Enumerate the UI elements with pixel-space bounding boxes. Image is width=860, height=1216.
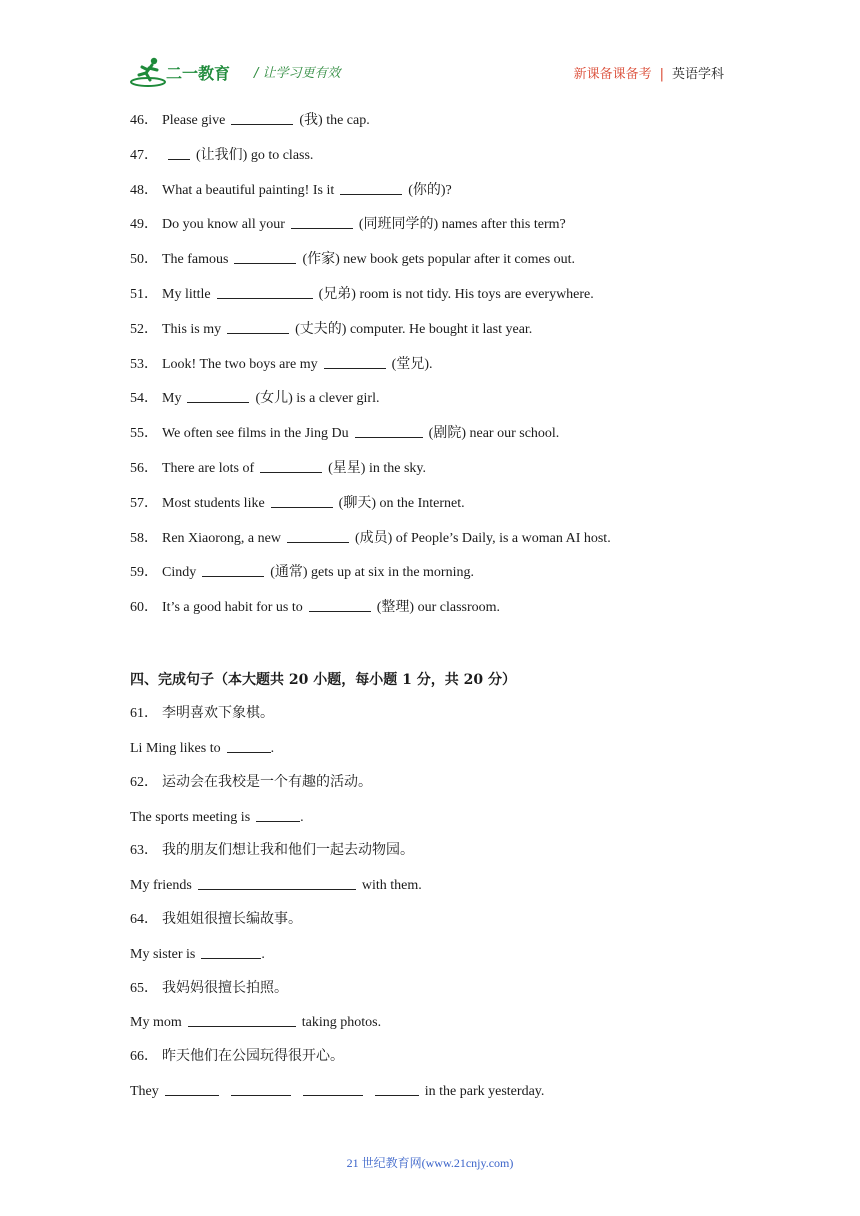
- question-text-before: We often see films in the Jing Du: [162, 426, 349, 442]
- logo-text: 二一教育: [166, 64, 231, 83]
- answer-blank[interactable]: [231, 1081, 291, 1096]
- question-number: 59．: [130, 565, 158, 581]
- question-item: [130, 458, 750, 479]
- question-number: 50．: [130, 252, 158, 268]
- english-text-before: My sister is: [130, 946, 196, 962]
- question-item: [130, 423, 750, 444]
- question-number: 49．: [130, 217, 158, 233]
- question-item: [130, 562, 750, 583]
- question-text-before: Look! The two boys are my: [162, 356, 318, 372]
- question-text-before: My little: [162, 286, 211, 302]
- question-item: [130, 354, 750, 375]
- answer-blank[interactable]: [217, 284, 313, 299]
- answer-blank[interactable]: [227, 319, 289, 334]
- question-text-before: The famous: [162, 252, 229, 268]
- chinese-sentence: 昨天他们在公园玩得很开心。: [162, 1049, 344, 1065]
- answer-blank[interactable]: [231, 110, 293, 125]
- worksheet-content: [130, 110, 750, 1116]
- header-subject-label: 英语学科: [671, 67, 724, 82]
- answer-blank[interactable]: [324, 354, 386, 369]
- page-header: [130, 56, 730, 90]
- question-number: 61．: [130, 706, 158, 722]
- question-number: 58．: [130, 530, 158, 546]
- answer-blank[interactable]: [303, 1081, 363, 1096]
- english-text-after: with them.: [361, 878, 422, 894]
- question-text-after: (你的)?: [408, 182, 452, 198]
- answer-blank[interactable]: [168, 145, 190, 160]
- question-number: 51．: [130, 286, 158, 302]
- question-text-after: (作家) new book gets popular after it comes out.: [302, 252, 576, 268]
- chinese-sentence: 我姐姐很擅长编故事。: [162, 911, 302, 927]
- answer-blank[interactable]: [287, 528, 349, 543]
- question-text-after: (同班同学的) names after this term?: [358, 217, 566, 233]
- question-number: 56．: [130, 460, 158, 476]
- question-text-before: My: [162, 391, 182, 407]
- header-course-label: 新课备课备考: [573, 67, 652, 82]
- answer-blank[interactable]: [375, 1081, 419, 1096]
- question-text-before: There are lots of: [162, 460, 255, 476]
- answer-blank[interactable]: [260, 458, 322, 473]
- answer-blank[interactable]: [271, 493, 333, 508]
- header-separator: |: [659, 67, 664, 82]
- question-number: 52．: [130, 321, 158, 337]
- question-number: 63．: [130, 843, 158, 859]
- answer-blank[interactable]: [355, 423, 423, 438]
- question-item: [130, 249, 750, 270]
- question-item: [130, 388, 750, 409]
- chinese-sentence: 我妈妈很擅长拍照。: [162, 980, 288, 996]
- english-text-after: in the park yesterday.: [424, 1083, 545, 1099]
- vocabulary-questions: [130, 110, 750, 618]
- chinese-prompt: [130, 1047, 750, 1067]
- question-number: 65．: [130, 980, 158, 996]
- chinese-prompt: [130, 841, 750, 861]
- question-item: [130, 597, 750, 618]
- answer-blank[interactable]: [198, 875, 356, 890]
- question-text-after: (聊天) on the Internet.: [338, 495, 465, 511]
- question-text-after: (让我们) go to class.: [196, 147, 314, 163]
- question-number: 57．: [130, 495, 158, 511]
- english-text-after: .: [300, 809, 304, 825]
- question-text-before: Most students like: [162, 495, 265, 511]
- question-text-after: (星星) in the sky.: [328, 460, 426, 476]
- question-number: 48．: [130, 182, 158, 198]
- header-subject: [574, 63, 724, 82]
- english-text-before: My mom: [130, 1015, 182, 1031]
- answer-blank[interactable]: [201, 944, 261, 959]
- english-text-before: Li Ming likes to: [130, 740, 221, 756]
- question-number: 46．: [130, 113, 158, 128]
- english-sentence: [130, 738, 750, 759]
- question-item: [130, 214, 750, 235]
- question-number: 62．: [130, 774, 158, 790]
- question-text-before: What a beautiful painting! Is it: [162, 182, 335, 198]
- question-number: 47．: [130, 147, 158, 163]
- english-sentence: [130, 1081, 750, 1102]
- answer-blank[interactable]: [165, 1081, 219, 1096]
- brand-logo: [130, 56, 242, 90]
- question-number: 55．: [130, 426, 158, 442]
- chinese-prompt: [130, 704, 750, 724]
- answer-blank[interactable]: [340, 180, 402, 195]
- answer-blank[interactable]: [227, 738, 271, 753]
- section-title: 四、完成句子（本大题共 20 小题，每小题 1 分，共 20 分）: [130, 672, 516, 689]
- english-sentence: [130, 875, 750, 896]
- question-number: 64．: [130, 911, 158, 927]
- question-text-before: This is my: [162, 321, 222, 337]
- chinese-prompt: [130, 773, 750, 793]
- chinese-sentence: 运动会在我校是一个有趣的活动。: [162, 774, 372, 790]
- answer-blank[interactable]: [291, 214, 353, 229]
- question-text-before: Please give: [162, 113, 226, 128]
- english-text-before: My friends: [130, 878, 192, 894]
- question-number: 54．: [130, 391, 158, 407]
- question-text-after: (女儿) is a clever girl.: [255, 391, 380, 407]
- question-text-after: (通常) gets up at six in the morning.: [270, 565, 474, 581]
- chinese-sentence: 我的朋友们想让我和他们一起去动物园。: [162, 843, 414, 859]
- question-item: [130, 180, 750, 201]
- question-item: [130, 284, 750, 305]
- question-text-before: It’s a good habit for us to: [162, 600, 303, 616]
- answer-blank[interactable]: [256, 807, 300, 822]
- sentence-completion-questions: [130, 704, 750, 1102]
- english-text-after: taking photos.: [301, 1015, 382, 1031]
- answer-blank[interactable]: [187, 388, 249, 403]
- question-number: 66．: [130, 1049, 158, 1065]
- question-number: 60．: [130, 600, 158, 616]
- english-sentence: [130, 944, 750, 965]
- question-item: [130, 145, 750, 166]
- english-text-after: .: [270, 740, 275, 756]
- question-text-after: (丈夫的) computer. He bought it last year.: [295, 321, 533, 337]
- page-footer: 21 世纪教育网(www.21cnjy.com): [346, 1156, 514, 1170]
- question-text-after: (我) the cap.: [299, 113, 370, 128]
- answer-blank[interactable]: [309, 597, 371, 612]
- question-text-after: (堂兄).: [391, 356, 433, 372]
- question-text-after: (成员) of People’s Daily, is a woman AI host.: [354, 530, 611, 546]
- answer-blank[interactable]: [202, 562, 264, 577]
- slogan: / 让学习更有效: [254, 66, 341, 81]
- question-number: 53．: [130, 356, 158, 372]
- question-text-after: (整理) our classroom.: [376, 600, 501, 616]
- question-text-before: Do you know all your: [162, 217, 285, 233]
- question-text-after: (兄弟) room is not tidy. His toys are everywhere.: [318, 286, 594, 302]
- english-text-after: .: [261, 946, 265, 962]
- english-sentence: [130, 1012, 750, 1033]
- english-sentence: [130, 807, 750, 828]
- question-item: [130, 493, 750, 514]
- answer-blank[interactable]: [188, 1012, 296, 1027]
- question-item: [130, 528, 750, 549]
- question-item: [130, 319, 750, 340]
- english-text-before: They: [130, 1083, 159, 1099]
- chinese-prompt: [130, 910, 750, 930]
- chinese-sentence: 李明喜欢下象棋。: [162, 706, 274, 722]
- english-text-before: The sports meeting is: [130, 809, 251, 825]
- question-item: [130, 110, 750, 131]
- question-text-after: (剧院) near our school.: [428, 426, 560, 442]
- chinese-prompt: [130, 979, 750, 999]
- question-text-before: Ren Xiaorong, a new: [162, 530, 281, 546]
- answer-blank[interactable]: [234, 249, 296, 264]
- question-text-before: Cindy: [162, 565, 197, 581]
